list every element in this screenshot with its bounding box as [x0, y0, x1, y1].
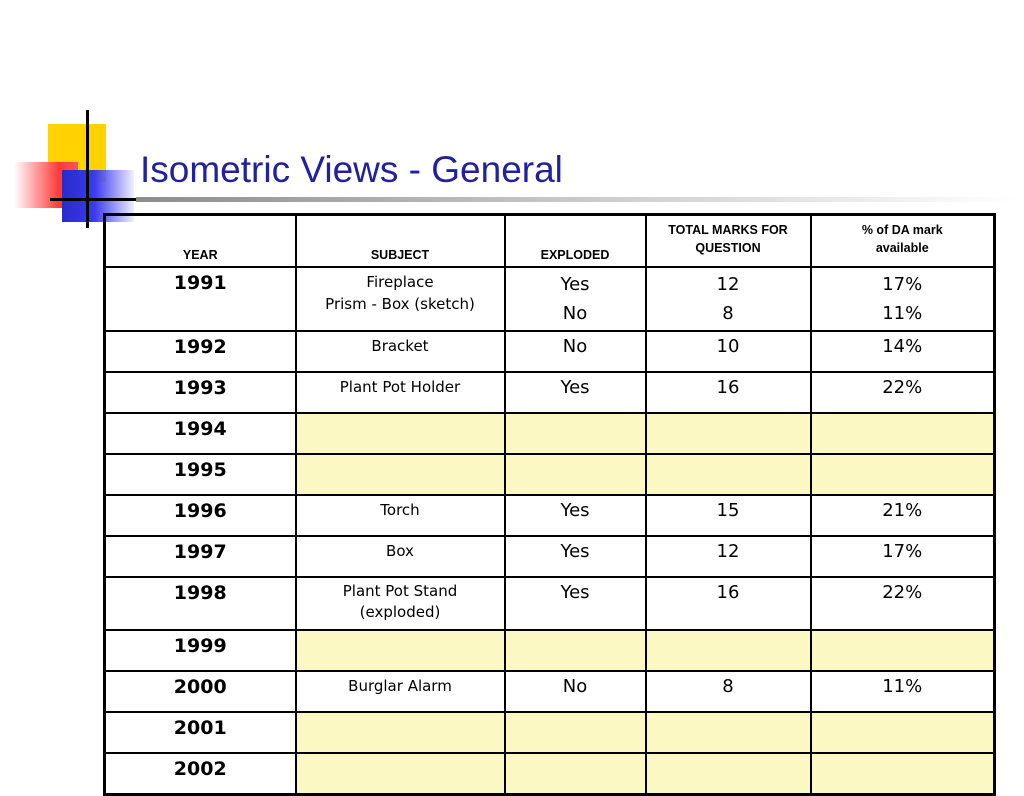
year-cell: 1992: [105, 331, 296, 372]
exploded-cell: Yes: [505, 577, 646, 630]
subject-cell: [296, 267, 505, 331]
subject-cell-line: Plant Pot Stand: [342, 582, 458, 600]
year-cell: 1993: [105, 372, 296, 413]
marks-cell: 16: [646, 372, 811, 413]
subject-cell: [296, 630, 505, 671]
subject-cell: Box: [296, 536, 505, 577]
table-row: [105, 454, 995, 495]
subject-cell: Torch: [296, 495, 505, 536]
percent-cell: [811, 267, 995, 331]
marks-cell: 16: [646, 577, 811, 630]
year-cell: 2000: [105, 671, 296, 712]
exploded-cell: [505, 413, 646, 454]
year-cell: 1995: [105, 454, 296, 495]
marks-cell: 15: [646, 495, 811, 536]
exploded-cell: [505, 753, 646, 795]
header-subject: SUBJECT: [296, 215, 505, 268]
marks-cell: [646, 454, 811, 495]
subject-cell: [296, 712, 505, 753]
table-row: [105, 630, 995, 671]
percent-cell-line: 11%: [882, 303, 923, 324]
exploded-cell: [505, 454, 646, 495]
table-body: [105, 267, 995, 795]
percent-cell: 22%: [811, 372, 995, 413]
marks-cell: [646, 753, 811, 795]
header-year: YEAR: [105, 215, 296, 268]
marks-cell-line: 12: [716, 274, 740, 295]
year-cell: 1997: [105, 536, 296, 577]
header-row: [105, 215, 995, 268]
header-percent-da-line2: available: [875, 241, 929, 255]
table-row: [105, 413, 995, 454]
table-row: [105, 495, 995, 536]
header-total-marks-line2: QUESTION: [695, 241, 761, 255]
percent-cell: [811, 454, 995, 495]
exploded-cell: No: [505, 671, 646, 712]
marks-cell: [646, 413, 811, 454]
table-row: [105, 536, 995, 577]
table-row: [105, 331, 995, 372]
table-row: [105, 267, 995, 331]
year-cell: 1999: [105, 630, 296, 671]
header-percent-da: [811, 215, 995, 268]
marks-cell: [646, 267, 811, 331]
subject-cell: [296, 454, 505, 495]
year-cell: 1998: [105, 577, 296, 630]
marks-cell: 12: [646, 536, 811, 577]
exploded-cell: No: [505, 331, 646, 372]
marks-cell: [646, 712, 811, 753]
percent-cell: 21%: [811, 495, 995, 536]
percent-cell: [811, 630, 995, 671]
subject-cell-line: (exploded): [359, 603, 441, 621]
decor-horizontal-line: [50, 198, 140, 201]
exploded-cell: Yes: [505, 536, 646, 577]
exploded-cell: Yes: [505, 372, 646, 413]
subject-cell: [296, 753, 505, 795]
marks-cell: 10: [646, 331, 811, 372]
subject-cell-line: Prism - Box (sketch): [325, 295, 475, 313]
subject-cell: [296, 577, 505, 630]
marks-cell: [646, 630, 811, 671]
subject-cell: Plant Pot Holder: [296, 372, 505, 413]
subject-cell: Bracket: [296, 331, 505, 372]
exploded-cell-line: No: [562, 303, 588, 324]
exploded-cell: Yes: [505, 495, 646, 536]
header-exploded: EXPLODED: [505, 215, 646, 268]
percent-cell-line: 17%: [882, 274, 923, 295]
decor-vertical-line: [86, 110, 89, 228]
year-cell: 1991: [105, 267, 296, 331]
year-cell: 1996: [105, 495, 296, 536]
percent-cell: [811, 712, 995, 753]
percent-cell: [811, 753, 995, 795]
year-cell: 2001: [105, 712, 296, 753]
header-total-marks: [646, 215, 811, 268]
percent-cell: 11%: [811, 671, 995, 712]
exploded-cell: [505, 267, 646, 331]
header-total-marks-line1: TOTAL MARKS FOR: [668, 223, 788, 237]
table-row: [105, 577, 995, 630]
percent-cell: 17%: [811, 536, 995, 577]
table-row: [105, 712, 995, 753]
percent-cell: [811, 413, 995, 454]
table-row: [105, 372, 995, 413]
table-row: [105, 753, 995, 795]
exploded-cell: [505, 630, 646, 671]
exploded-cell-line: Yes: [560, 274, 590, 295]
subject-cell: [296, 413, 505, 454]
marks-cell: 8: [646, 671, 811, 712]
year-cell: 1994: [105, 413, 296, 454]
exploded-cell: [505, 712, 646, 753]
title-underline: [136, 197, 1016, 202]
percent-cell: 22%: [811, 577, 995, 630]
percent-cell: 14%: [811, 331, 995, 372]
table-row: [105, 671, 995, 712]
year-cell: 2002: [105, 753, 296, 795]
marks-cell-line: 8: [722, 303, 734, 324]
slide-title: Isometric Views - General: [140, 149, 563, 190]
data-table: [103, 213, 996, 796]
header-percent-da-line1: % of DA mark: [861, 223, 943, 237]
subject-cell-line: Fireplace: [366, 273, 434, 291]
subject-cell: Burglar Alarm: [296, 671, 505, 712]
